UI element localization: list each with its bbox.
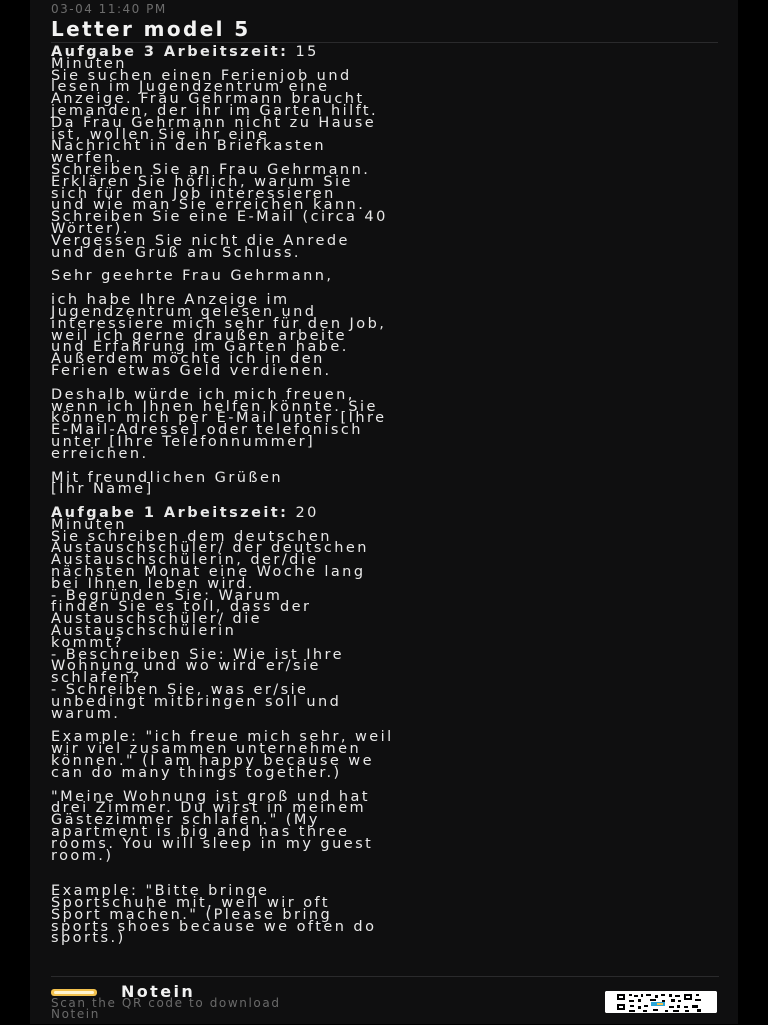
task-1-text: 20 Minuten Sie schreiben dem deutschen Austauschschüler/ der deutschen Austauschschülerin, der/die nächsten Monat eine Woche lang bei Ihnen leben wird. - Begründen Sie: Warum finden Sie es toll, dass der Austauschschüler/ die Austauschschülerin kommt? - Beschreiben Sie: Wie ist Ihre Wohnung und wo wird er/sie schlafen? - Schreiben Sie, was er/sie unbedingt mitbringen soll und warum. xyxy=(51,505,369,722)
app-tagline: Scan the QR code to download Notein xyxy=(51,996,281,1021)
qr-code-icon[interactable] xyxy=(605,991,717,1013)
title-divider xyxy=(51,42,718,43)
share-footer xyxy=(51,976,719,1025)
paragraph-example-2: "Meine Wohnung ist groß und hat drei Zimmer. Du wirst in meinem Gästezimmer schlafen." (My apartment is big and has three rooms. You will sleep in my guest room.) xyxy=(51,788,374,864)
paragraph-letter-body-1: ich habe Ihre Anzeige im Jugendzentrum gelesen und interessiere mich sehr für den Job, weil ich gerne draußen arbeite und Erfahrung im Garten habe. Außerdem möchte ich in den Ferien etwas Geld verdienen. xyxy=(51,292,387,379)
notein-logo-icon xyxy=(51,989,97,996)
paragraph-salutation: Sehr geehrte Frau Gehrmann, xyxy=(51,268,334,285)
task-3-text: 15 Minuten Sie suchen einen Ferienjob und lesen im Jugendzentrum eine Anzeige. Frau Gehrmann braucht jemanden, der ihr im Garten hilft. Da Frau Gehrmann nicht zu Hause ist, wollen Sie ihr eine Nachricht in den Briefkasten werfen. Schreiben Sie an Frau Gehrmann. Erklären Sie höflich, warum Sie sich für den Job interessieren und wie man Sie erreichen kann. Schreiben Sie eine E-Mail (circa 40 Wörter). Vergessen Sie nicht die Anrede und den Gruß am Schluss. xyxy=(51,44,388,261)
paragraph-letter-body-2: Deshalb würde ich mich freuen, wenn ich Ihnen helfen könnte. Sie können mich per E-Mail unter [Ihre E-Mail-Adresse] oder telefonisch unter [Ihre Telefonnummer] erreichen. xyxy=(51,386,387,462)
note-timestamp: 03-04 11:40 PM xyxy=(51,2,167,16)
task-1-label: Aufgabe 1 Arbeitszeit: xyxy=(51,505,289,522)
paragraph-closing: Mit freundlichen Grüßen [Ihr Name] xyxy=(51,469,284,498)
paragraph-task-1 xyxy=(51,505,721,722)
note-content xyxy=(51,0,721,957)
paragraph-example-1: Example: "ich freue mich sehr, weil wir viel zusammen unternehmen können." (I am happy because we can do many things together.) xyxy=(51,729,394,781)
paragraph-task-3 xyxy=(51,44,721,261)
paragraph-example-3: Example: "Bitte bringe Sportschuhe mit, weil wir oft Sport machen." (Please bring sports shoes because we often do sports.) xyxy=(51,883,377,947)
note-body xyxy=(51,44,721,947)
note-title: Letter model 5 xyxy=(51,17,251,41)
left-margin xyxy=(0,0,30,1024)
task-3-label: Aufgabe 3 Arbeitszeit: xyxy=(51,44,289,60)
right-margin xyxy=(738,0,768,1024)
app-name: Notein xyxy=(121,982,196,1001)
